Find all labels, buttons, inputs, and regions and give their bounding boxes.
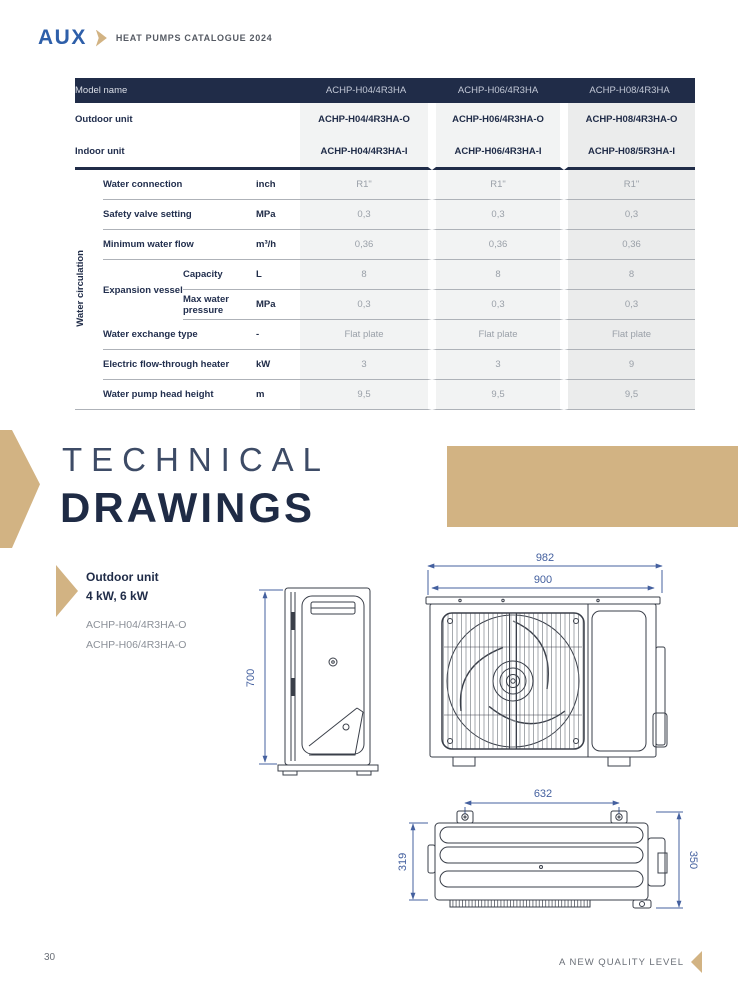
- unit-label: MPa: [256, 200, 300, 230]
- group-label-cell: [75, 170, 103, 410]
- drawing-model: ACHP-H06/4R3HA-O: [86, 639, 187, 651]
- triangle-right-icon: [56, 565, 78, 617]
- aux-logo: AUX: [38, 26, 87, 49]
- row-label: Safety valve setting: [103, 200, 256, 230]
- cell-value: 0,36: [300, 230, 432, 260]
- cell-value: R1": [432, 170, 564, 200]
- page-number: 30: [44, 952, 56, 963]
- cell-value: 0,3: [300, 290, 432, 320]
- cell-value: R1": [300, 170, 432, 200]
- dimension-319: [409, 823, 428, 900]
- page-header: [38, 26, 272, 50]
- cell-value: 0,3: [300, 200, 432, 230]
- row-sublabel: Capacity: [183, 260, 256, 290]
- cell-value: 8: [564, 260, 695, 290]
- row-label: Water exchange type: [103, 320, 256, 350]
- dimension-350: [656, 812, 683, 908]
- row-label: Water connection: [103, 170, 256, 200]
- indoor-unit-row: [75, 135, 695, 170]
- unit-label: m: [256, 380, 300, 410]
- cell-value: 8: [300, 260, 432, 290]
- cell-value: ACHP-H06/4R3HA-I: [432, 135, 564, 170]
- unit-label: -: [256, 320, 300, 350]
- cell-value: 8: [432, 260, 564, 290]
- cell-value: ACHP-H08/5R3HA-I: [564, 135, 695, 170]
- unit-label: inch: [256, 170, 300, 200]
- group-label: Water circulation: [75, 249, 86, 327]
- drawing-model: ACHP-H04/4R3HA-O: [86, 619, 187, 631]
- dim-top-depth-left: 319: [397, 852, 409, 872]
- drawing-label-block: [86, 568, 186, 655]
- section-title-line1: TECHNICAL: [62, 441, 331, 478]
- cell-value: 9,5: [564, 380, 695, 410]
- footer-right: [559, 951, 702, 973]
- dimension-700: [259, 590, 283, 764]
- row-label: Indoor unit: [75, 135, 300, 170]
- cell-value: 3: [432, 350, 564, 380]
- cell-value: R1": [564, 170, 695, 200]
- footer-tagline: A NEW QUALITY LEVEL: [559, 956, 684, 968]
- cell-value: 0,3: [432, 290, 564, 320]
- model-column-header: ACHP-H08/4R3HA: [564, 78, 695, 103]
- section-title-line2: DRAWINGS: [60, 484, 315, 531]
- unit-label: MPa: [256, 290, 300, 320]
- table-row: [75, 380, 695, 410]
- dim-front-body: 900: [533, 574, 553, 586]
- catalogue-title: HEAT PUMPS CATALOGUE 2024: [115, 33, 273, 43]
- model-column-header: ACHP-H06/4R3HA: [432, 78, 564, 103]
- cell-value: 0,3: [432, 200, 564, 230]
- gold-banner: [447, 446, 738, 527]
- chevron-right-icon: [96, 30, 107, 47]
- cell-value: 9,5: [432, 380, 564, 410]
- front-view-drawing: [398, 545, 703, 785]
- cell-value: Flat plate: [564, 320, 695, 350]
- dimension-632: [465, 803, 619, 814]
- row-label: Minimum water flow: [103, 230, 256, 260]
- table-row: [75, 170, 695, 200]
- table-row: [75, 320, 695, 350]
- dim-top-depth-right: 350: [687, 850, 699, 870]
- cell-value: 3: [300, 350, 432, 380]
- outdoor-unit-row: [75, 103, 695, 135]
- cell-value: Flat plate: [432, 320, 564, 350]
- table-row: [75, 230, 695, 260]
- cell-value: 0,36: [564, 230, 695, 260]
- spec-table: [75, 78, 695, 410]
- unit-label: kW: [256, 350, 300, 380]
- table-row: [75, 350, 695, 380]
- cell-value: Flat plate: [300, 320, 432, 350]
- cell-value: 9: [564, 350, 695, 380]
- top-view-drawing: [398, 783, 703, 928]
- dim-front-overall: 982: [535, 552, 555, 564]
- cell-value: 0,3: [564, 200, 695, 230]
- unit-label: L: [256, 260, 300, 290]
- cell-value: ACHP-H04/4R3HA-I: [300, 135, 432, 170]
- cell-value: 0,3: [564, 290, 695, 320]
- model-column-header: ACHP-H04/4R3HA: [300, 78, 432, 103]
- row-label: Electric flow-through heater: [103, 350, 256, 380]
- cell-value: 0,36: [432, 230, 564, 260]
- row-label: Outdoor unit: [75, 113, 133, 125]
- drawing-label-subtitle: 4 kW, 6 kW: [86, 589, 149, 603]
- cell-value: ACHP-H04/4R3HA-O: [300, 103, 432, 135]
- row-label: Water pump head height: [103, 380, 256, 410]
- side-view-drawing: [245, 550, 385, 785]
- cell-value: 9,5: [300, 380, 432, 410]
- row-label: Expansion vessel: [103, 284, 183, 296]
- row-sublabel: Max water pressure: [183, 290, 256, 320]
- dim-top-span: 632: [533, 788, 553, 800]
- table-header-row: [75, 78, 695, 103]
- section-arrow-icon: [0, 430, 40, 548]
- cell-value: ACHP-H06/4R3HA-O: [432, 103, 564, 135]
- table-row: [75, 260, 695, 290]
- triangle-left-icon: [691, 951, 702, 973]
- dim-side-height: 700: [245, 668, 257, 688]
- unit-label: m³/h: [256, 230, 300, 260]
- drawing-label-title: Outdoor unit: [86, 570, 159, 584]
- model-name-header: Model name: [75, 78, 300, 103]
- cell-value: ACHP-H08/4R3HA-O: [564, 103, 695, 135]
- table-row: [75, 200, 695, 230]
